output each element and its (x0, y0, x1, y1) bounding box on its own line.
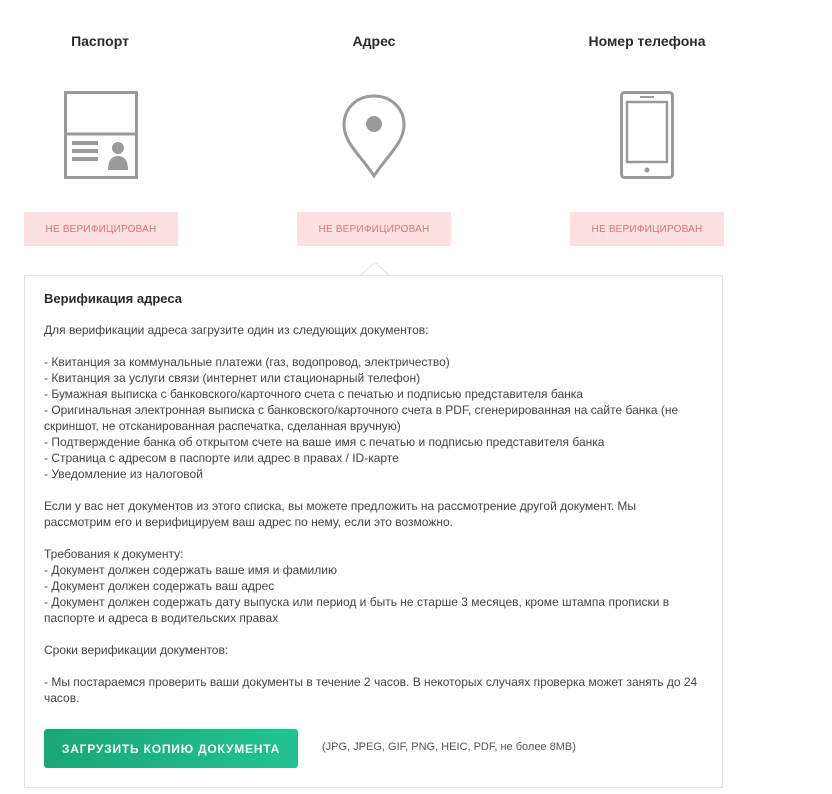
requirements-title: Требования к документу: (44, 547, 184, 561)
list-item: - Страница с адресом в паспорте или адрес в правах / ID-карте (44, 451, 399, 465)
intro-text: Для верификации адреса загрузите один из следующих документов: (44, 323, 429, 337)
phone-title: Номер телефона (588, 33, 706, 49)
list-item: - Квитанция за услуги связи (интернет или стационарный телефон) (44, 371, 421, 385)
list-item: - Документ должен содержать ваше имя и фамилию (44, 563, 337, 577)
address-verification-panel (24, 275, 723, 788)
phone-icon (620, 91, 674, 184)
location-pin-icon (341, 93, 407, 184)
upload-format-hint: (JPG, JPEG, GIF, PNG, HEIC, PDF, не более 8MB) (322, 741, 576, 753)
passport-icon (64, 91, 138, 184)
list-item: - Документ должен содержать дату выпуска или период и быть не старше 3 месяцев, кроме штампа прописки в паспорте и адреса в водительских правах (44, 595, 670, 625)
requirements (44, 546, 704, 626)
timing-title: Сроки верификации документов: (44, 643, 229, 657)
list-item: - Подтверждение банка об открытом счете на ваше имя с печатью и подписью представителя банка (44, 435, 605, 449)
list-item: - Документ должен содержать ваш адрес (44, 579, 275, 593)
list-item: - Бумажная выписка с банковского/карточного счета с печатью и подписью представителя банка (44, 387, 583, 401)
list-item: - Квитанция за коммунальные платежи (газ, водопровод, электричество) (44, 355, 450, 369)
panel-title: Верификация адреса (44, 291, 182, 306)
passport-title: Паспорт (71, 33, 129, 49)
document-list (44, 354, 704, 482)
other-document-note: Если у вас нет документов из этого списка, вы можете предложить на рассмотрение другой документ. Мы рассмотрим его и верифицируем ваш адрес по нему, если это возможно. (44, 499, 637, 529)
panel-body (44, 322, 704, 722)
list-item: - Оригинальная электронная выписка с банковского/карточного счета в PDF, сгенерированная на сайте банка (не скриншот, не отсканированная распечатка, сделанная вручную) (44, 403, 679, 433)
phone-status-badge[interactable]: НЕ ВЕРИФИЦИРОВАН (570, 212, 724, 246)
address-title: Адрес (352, 33, 396, 49)
timing-text: - Мы постараемся проверить ваши документы в течение 2 часов. В некоторых случаях проверка может занять до 24 часов. (44, 675, 698, 705)
upload-document-button[interactable]: ЗАГРУЗИТЬ КОПИЮ ДОКУМЕНТА (44, 729, 298, 768)
passport-status-badge[interactable]: НЕ ВЕРИФИЦИРОВАН (24, 212, 178, 246)
address-status-badge[interactable]: НЕ ВЕРИФИЦИРОВАН (297, 212, 451, 246)
list-item: - Уведомление из налоговой (44, 467, 203, 481)
